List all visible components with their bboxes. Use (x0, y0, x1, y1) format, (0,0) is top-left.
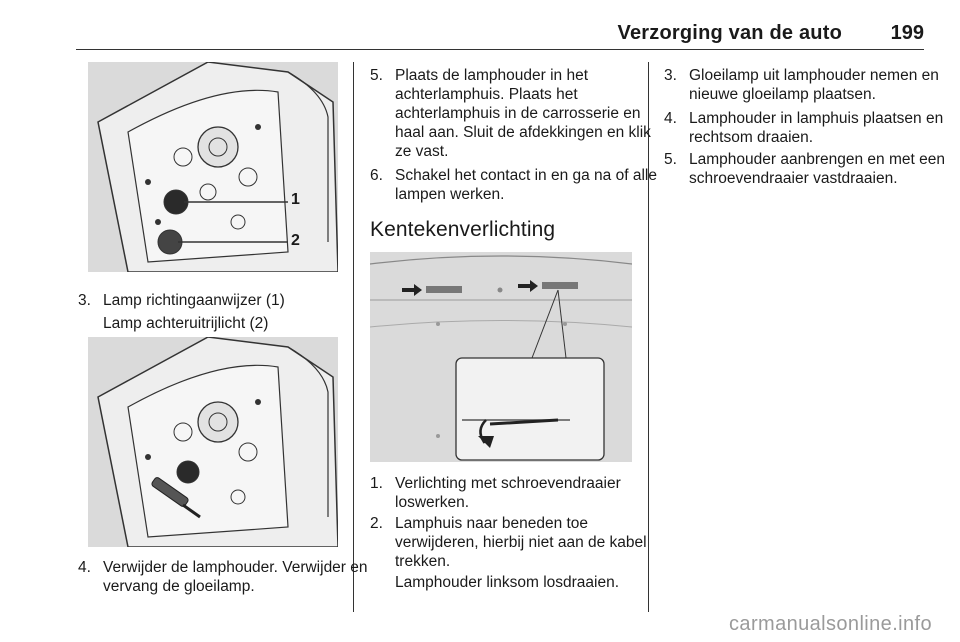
running-header: Verzorging van de auto (617, 22, 842, 44)
step-4-remove-holder: 4. Verwijder de lamphouder. Verwijder en vervang de gloeilamp. (78, 559, 368, 595)
callout-2: 2 (291, 232, 300, 249)
k-step-1-loosen-light: 1. Verlichting met schroevendraaier loswerken. (370, 475, 621, 511)
section-title-kentekenverlichting: Kentekenverlichting (370, 218, 556, 241)
page-number: 199 (890, 22, 924, 44)
k-step-2-remove-housing: 2. Lamphuis naar beneden toe verwijderen, hierbij niet aan de kabel trekken. (370, 515, 647, 570)
step-5-place-holder: 5. Plaats de lamphouder in het achterlamphuis. Plaats het achterlamphuis in de carrosserie en haal aan. Sluit de afdekkingen en klik ze vast. (370, 67, 651, 160)
step-3-lamp-list: 3. Lamp richtingaanwijzer (1) (78, 292, 285, 309)
column-divider-1 (353, 62, 354, 612)
callout-1: 1 (291, 191, 300, 208)
header-rule (76, 49, 924, 50)
figure-rear-lamp-callouts (88, 62, 338, 272)
k-step-4-insert-holder: 4. Lamphouder in lamphuis plaatsen en rechtsom draaien. (664, 110, 944, 146)
step-6-check-lamps: 6. Schakel het contact in en ga na of alle lampen werken. (370, 167, 657, 203)
k-step-2-sub: Lamphouder linksom losdraaien. (395, 574, 620, 591)
figure-license-plate-light (370, 252, 632, 462)
arrow-right-icon (402, 284, 422, 296)
arrow-right-icon (518, 280, 538, 292)
k-step-5-fasten-holder: 5. Lamphouder aanbrengen en met een schroevendraaier vastdraaien. (664, 151, 945, 187)
k-step-3-replace-bulb: 3. Gloeilamp uit lamphouder nemen en nieuwe gloeilamp plaatsen. (664, 67, 939, 103)
step-3-sub: Lamp achteruitrijlicht (2) (103, 315, 269, 332)
figure-lamp-holder-removal (88, 337, 338, 547)
watermark: carmanualsonline.info (729, 613, 932, 635)
